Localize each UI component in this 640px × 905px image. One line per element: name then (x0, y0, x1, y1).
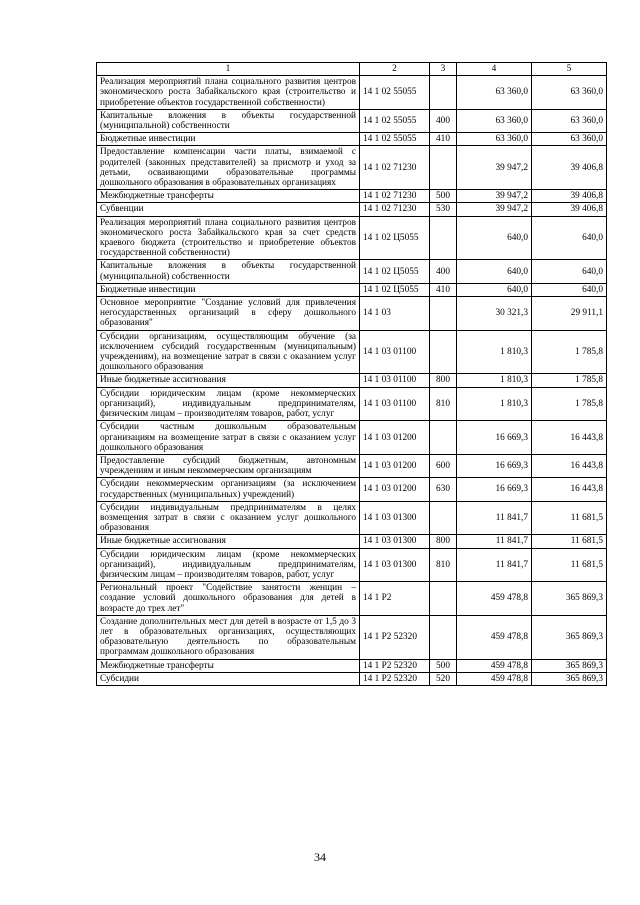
row-code-cell: 14 1 02 71230 (360, 203, 430, 216)
row-expense-type-cell (430, 421, 457, 455)
row-value-2-cell: 11 681,5 (532, 501, 607, 535)
row-code-cell: 14 1 03 01300 (360, 501, 430, 535)
row-expense-type-cell: 410 (430, 133, 457, 146)
row-value-2-cell: 39 406,8 (532, 203, 607, 216)
row-value-2-cell: 365 869,3 (532, 659, 607, 672)
table-row (97, 501, 607, 535)
column-header-name: 1 (97, 63, 360, 76)
page-number: 34 (314, 850, 326, 864)
row-name-cell: Реализация мероприятий плана социального развития центров экономического роста Забайкальского края за счет средств краевого бюджета (строительство и приобретение объектов государственной собственности) (97, 216, 360, 260)
row-code-cell: 14 1 P2 52320 (360, 672, 430, 685)
row-value-1-cell: 30 321,3 (457, 297, 532, 331)
table-row (97, 297, 607, 331)
row-name-cell: Бюджетные инвестиции (97, 133, 360, 146)
row-value-2-cell: 1 785,8 (532, 374, 607, 387)
row-value-1-cell: 63 360,0 (457, 133, 532, 146)
row-value-1-cell: 459 478,8 (457, 615, 532, 659)
row-name-cell: Реализация мероприятий плана социального развития центров экономического роста Забайкальского края (строительство и приобретение объектов государственной собственности) (97, 76, 360, 110)
row-code-cell: 14 1 02 55055 (360, 133, 430, 146)
table-row (97, 203, 607, 216)
row-expense-type-cell (430, 76, 457, 110)
row-code-cell: 14 1 02 55055 (360, 76, 430, 110)
row-code-cell: 14 1 02 71230 (360, 146, 430, 190)
table-row (97, 109, 607, 132)
row-code-cell: 14 1 03 01200 (360, 478, 430, 501)
row-value-1-cell: 16 669,3 (457, 454, 532, 477)
row-value-1-cell: 11 841,7 (457, 535, 532, 548)
row-name-cell: Субсидии (97, 672, 360, 685)
row-expense-type-cell: 810 (430, 548, 457, 582)
table-row (97, 548, 607, 582)
row-value-2-cell: 1 785,8 (532, 387, 607, 421)
row-name-cell: Основное мероприятие "Создание условий для привлечения негосударственных организаций в сферу дошкольного образования" (97, 297, 360, 331)
row-value-2-cell: 63 360,0 (532, 109, 607, 132)
row-name-cell: Субсидии частным дошкольным образовательным организациям на возмещение затрат в связи с оказанием услуг дошкольного образования (97, 421, 360, 455)
table-row (97, 582, 607, 616)
row-value-1-cell: 63 360,0 (457, 109, 532, 132)
row-expense-type-cell: 400 (430, 109, 457, 132)
row-value-1-cell: 459 478,8 (457, 659, 532, 672)
row-expense-type-cell (430, 216, 457, 260)
row-name-cell: Субвенции (97, 203, 360, 216)
budget-table (96, 62, 607, 686)
row-value-2-cell: 640,0 (532, 260, 607, 283)
row-name-cell: Субсидии организациям, осуществляющим обучение (за исключением субсидий государственным (муниципальным) учреждениям), на возмещение затрат в связи с оказанием услуг дошкольного образования (97, 330, 360, 374)
row-code-cell: 14 1 02 Ц5055 (360, 260, 430, 283)
row-value-2-cell: 365 869,3 (532, 615, 607, 659)
row-value-1-cell: 1 810,3 (457, 330, 532, 374)
row-name-cell: Субсидии индивидуальным предпринимателям в целях возмещения затрат в связи с оказанием услуг дошкольного образования (97, 501, 360, 535)
row-value-1-cell: 459 478,8 (457, 672, 532, 685)
row-expense-type-cell (430, 582, 457, 616)
row-expense-type-cell: 600 (430, 454, 457, 477)
table-header-row (97, 63, 607, 76)
row-expense-type-cell (430, 501, 457, 535)
row-value-2-cell: 39 406,8 (532, 190, 607, 203)
row-value-1-cell: 39 947,2 (457, 203, 532, 216)
row-value-1-cell: 459 478,8 (457, 582, 532, 616)
row-expense-type-cell (430, 615, 457, 659)
row-value-2-cell: 63 360,0 (532, 76, 607, 110)
row-value-2-cell: 63 360,0 (532, 133, 607, 146)
row-code-cell: 14 1 03 01100 (360, 330, 430, 374)
table-row (97, 672, 607, 685)
table-row (97, 535, 607, 548)
table-row (97, 374, 607, 387)
row-expense-type-cell: 400 (430, 260, 457, 283)
row-expense-type-cell (430, 146, 457, 190)
row-value-1-cell: 39 947,2 (457, 146, 532, 190)
row-value-1-cell: 39 947,2 (457, 190, 532, 203)
table-row (97, 478, 607, 501)
table-row (97, 260, 607, 283)
row-code-cell: 14 1 03 (360, 297, 430, 331)
row-code-cell: 14 1 03 01200 (360, 421, 430, 455)
column-header-value-2: 5 (532, 63, 607, 76)
row-expense-type-cell (430, 297, 457, 331)
row-value-2-cell: 11 681,5 (532, 535, 607, 548)
row-expense-type-cell: 810 (430, 387, 457, 421)
row-value-2-cell: 640,0 (532, 283, 607, 296)
row-value-1-cell: 11 841,7 (457, 548, 532, 582)
row-value-1-cell: 11 841,7 (457, 501, 532, 535)
row-code-cell: 14 1 P2 52320 (360, 615, 430, 659)
row-name-cell: Капитальные вложения в объекты государственной (муниципальной) собственности (97, 260, 360, 283)
table-row (97, 76, 607, 110)
row-name-cell: Субсидии юридическим лицам (кроме некоммерческих организаций), индивидуальным предпринимателям, физическим лицам – производителям товаров, работ, услуг (97, 548, 360, 582)
row-code-cell: 14 1 03 01100 (360, 374, 430, 387)
row-code-cell: 14 1 02 Ц5055 (360, 283, 430, 296)
row-code-cell: 14 1 P2 (360, 582, 430, 616)
row-expense-type-cell (430, 330, 457, 374)
row-expense-type-cell: 500 (430, 659, 457, 672)
table-row (97, 133, 607, 146)
row-name-cell: Межбюджетные трансферты (97, 659, 360, 672)
row-expense-type-cell: 630 (430, 478, 457, 501)
row-name-cell: Предоставление субсидий бюджетным, автономным учреждениям и иным некоммерческим организациям (97, 454, 360, 477)
table-row (97, 190, 607, 203)
row-code-cell: 14 1 03 01300 (360, 548, 430, 582)
row-value-2-cell: 1 785,8 (532, 330, 607, 374)
row-expense-type-cell: 530 (430, 203, 457, 216)
row-expense-type-cell: 800 (430, 535, 457, 548)
row-name-cell: Бюджетные инвестиции (97, 283, 360, 296)
row-code-cell: 14 1 P2 52320 (360, 659, 430, 672)
row-expense-type-cell: 500 (430, 190, 457, 203)
table-row (97, 283, 607, 296)
table-row (97, 146, 607, 190)
row-code-cell: 14 1 03 01100 (360, 387, 430, 421)
row-value-1-cell: 1 810,3 (457, 374, 532, 387)
row-name-cell: Капитальные вложения в объекты государственной (муниципальной) собственности (97, 109, 360, 132)
row-name-cell: Иные бюджетные ассигнования (97, 535, 360, 548)
row-code-cell: 14 1 03 01200 (360, 454, 430, 477)
row-expense-type-cell: 800 (430, 374, 457, 387)
row-name-cell: Предоставление компенсации части платы, взимаемой с родителей (законных представителей) за присмотр и уход за детьми, осваивающими образовательные программы дошкольного образования в образовательных организациях (97, 146, 360, 190)
row-value-2-cell: 29 911,1 (532, 297, 607, 331)
table-row (97, 659, 607, 672)
table-row (97, 454, 607, 477)
table-row (97, 615, 607, 659)
row-value-2-cell: 16 443,8 (532, 454, 607, 477)
table-row (97, 216, 607, 260)
column-header-vr: 3 (430, 63, 457, 76)
row-name-cell: Региональный проект "Содействие занятости женщин – создание условий дошкольного образования для детей в возрасте до трех лет" (97, 582, 360, 616)
table-row (97, 387, 607, 421)
row-value-1-cell: 640,0 (457, 216, 532, 260)
row-value-2-cell: 365 869,3 (532, 582, 607, 616)
row-code-cell: 14 1 03 01300 (360, 535, 430, 548)
row-code-cell: 14 1 02 71230 (360, 190, 430, 203)
row-value-1-cell: 1 810,3 (457, 387, 532, 421)
row-name-cell: Создание дополнительных мест для детей в возрасте от 1,5 до 3 лет в образовательных организациях, осуществляющих образовательную деятельность по образовательным программам дошкольного образования (97, 615, 360, 659)
row-expense-type-cell: 410 (430, 283, 457, 296)
row-expense-type-cell: 520 (430, 672, 457, 685)
row-value-1-cell: 16 669,3 (457, 421, 532, 455)
row-value-1-cell: 640,0 (457, 260, 532, 283)
row-value-2-cell: 39 406,8 (532, 146, 607, 190)
row-name-cell: Иные бюджетные ассигнования (97, 374, 360, 387)
row-value-2-cell: 11 681,5 (532, 548, 607, 582)
row-value-2-cell: 640,0 (532, 216, 607, 260)
row-value-1-cell: 16 669,3 (457, 478, 532, 501)
row-value-1-cell: 63 360,0 (457, 76, 532, 110)
column-header-code: 2 (360, 63, 430, 76)
budget-page (96, 62, 606, 686)
table-row (97, 421, 607, 455)
row-value-2-cell: 365 869,3 (532, 672, 607, 685)
row-name-cell: Субсидии некоммерческим организациям (за исключением государственных (муниципальных) учреждений) (97, 478, 360, 501)
row-name-cell: Субсидии юридическим лицам (кроме некоммерческих организаций), индивидуальным предпринимателям, физическим лицам – производителям товаров, работ, услуг (97, 387, 360, 421)
row-code-cell: 14 1 02 Ц5055 (360, 216, 430, 260)
table-row (97, 330, 607, 374)
row-value-2-cell: 16 443,8 (532, 421, 607, 455)
row-name-cell: Межбюджетные трансферты (97, 190, 360, 203)
row-value-2-cell: 16 443,8 (532, 478, 607, 501)
row-value-1-cell: 640,0 (457, 283, 532, 296)
column-header-value-1: 4 (457, 63, 532, 76)
row-code-cell: 14 1 02 55055 (360, 109, 430, 132)
